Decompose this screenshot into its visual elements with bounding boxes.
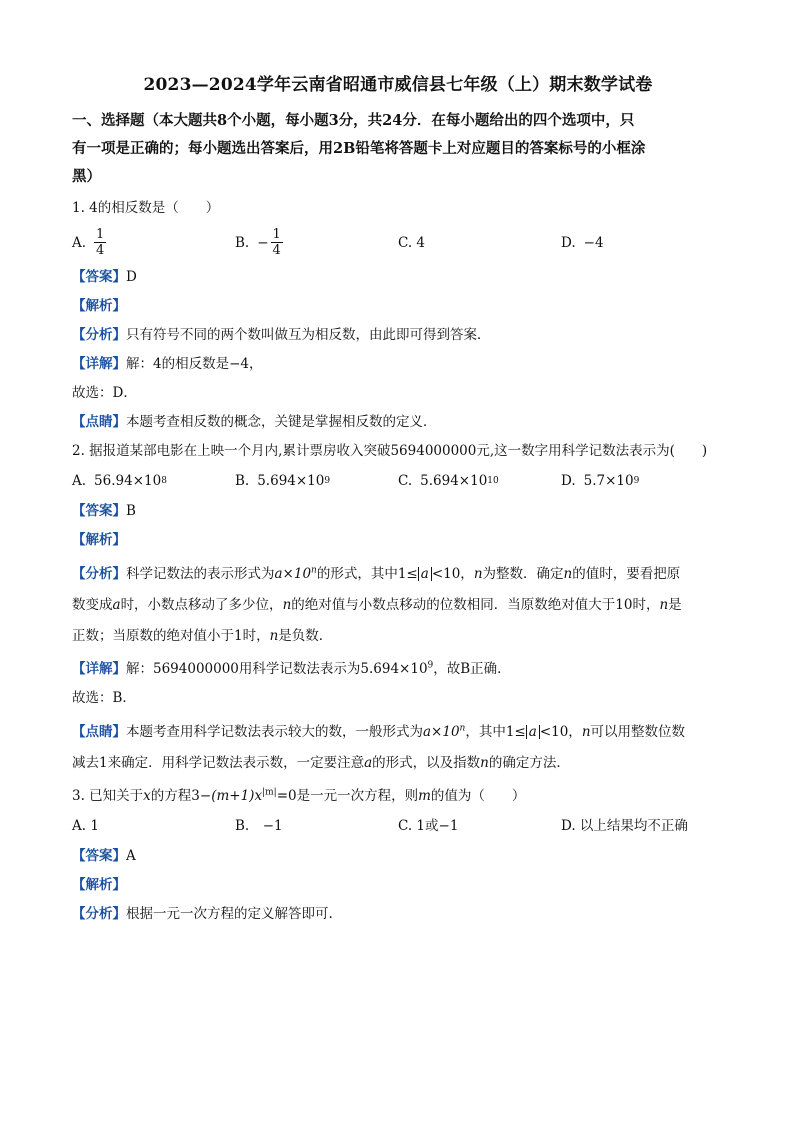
question-2 [72, 441, 724, 779]
question-1-options [72, 227, 724, 258]
exam-page [72, 62, 724, 933]
option-b: B. 5.694×10 9 [235, 473, 331, 489]
section-heading-line-2: 有一项是正确的；每小题选出答案后，用2B铅笔将答题卡上对应题目的答案标号的小框涂 [72, 140, 646, 157]
question-1-stem: 1. 4的相反数是（ ） [72, 200, 220, 216]
answer-line: 【答案】A [72, 848, 136, 864]
section-heading-line-3: 黑） [72, 168, 101, 185]
fenxi-paragraph: 【分析】科学记数法的表示形式为$a\times 10^n$的形式，其中1≤ a <10，n为整数．确定n的值时，要看把原 数变成a时，小数点移动了多少位，n的绝对值与小数点移动的位数相同．当原数绝对值大于10时，n是 正数；当原数的绝对值小于1时，n是负数． [72, 565, 682, 644]
fraction: $\frac{1}{4}$ [96, 227, 105, 258]
analysis-heading: 【解析】 [72, 298, 126, 314]
option-a: A. $\frac{1}{4}$ [72, 227, 105, 258]
option-d: D. 以上结果均不正确 [561, 818, 688, 834]
choose-line: 故选：D． [72, 385, 137, 401]
option-d: D. −4 [561, 234, 604, 251]
question-3-stem: 3. 已知关于x的方程$3-(m+1)x^{|m|}=0$是一元一次方程，则m的值为（ ） [72, 787, 526, 804]
choose-line: 故选：B． [72, 690, 136, 706]
analysis-heading: 【解析】 [72, 532, 126, 548]
page-title: 2023—2024学年云南省昭通市威信县七年级（上）期末数学试卷 [143, 75, 653, 95]
option-a: A. 1 [72, 818, 99, 834]
detail-line: 【详解】解：4的相反数是−4， [72, 356, 263, 372]
option-c: C. 4 [398, 234, 426, 251]
option-b: B. − $\frac{1}{4}$ [235, 227, 281, 258]
question-3-options [72, 815, 724, 837]
section-heading [72, 107, 724, 191]
question-2-stem: 2. 据报道某部电影在上映一个月内,累计票房收入突破5694000000元,这一数字用科学记数法表示为( ) [72, 443, 708, 459]
option-c: C. 1或−1 [398, 818, 459, 834]
fraction: $\frac{1}{4}$ [272, 227, 281, 258]
option-c: C. 5.694×10 10 [398, 473, 499, 489]
option-d: D. 5.7×10 9 [561, 473, 640, 489]
question-1 [72, 198, 724, 432]
question-2-options [72, 470, 724, 492]
answer-line: 【答案】D [72, 269, 137, 285]
option-b: B. −1 [235, 818, 283, 834]
question-3 [72, 786, 724, 924]
section-heading-line-1: 一、选择题（本大题共8个小题，每小题3分，共24分．在每小题给出的四个选项中，只 [72, 112, 635, 129]
answer-line: 【答案】B [72, 503, 136, 519]
comment-line: 【点睛】本题考查相反数的概念，关键是掌握相反数的定义． [72, 414, 437, 430]
detail-line: 【详解】解：5694000000用科学记数法表示为$5.694\times 10^9$，故B正确． [72, 660, 511, 677]
option-a: A. 56.94×10 8 [72, 473, 167, 489]
fenxi-line: 【分析】只有符号不同的两个数叫做互为相反数，由此即可得到答案． [72, 327, 491, 343]
comment-paragraph: 【点睛】本题考查用科学记数法表示较大的数，一般形式为$a\times 10^n$，其中1≤ a <10，n可以用整数位数 减去1来确定．用科学记数法表示数，一定要注意a的形式，以及指数n的确定方法． [72, 723, 686, 771]
analysis-heading: 【解析】 [72, 877, 126, 893]
fenxi-line: 【分析】根据一元一次方程的定义解答即可. [72, 906, 333, 922]
